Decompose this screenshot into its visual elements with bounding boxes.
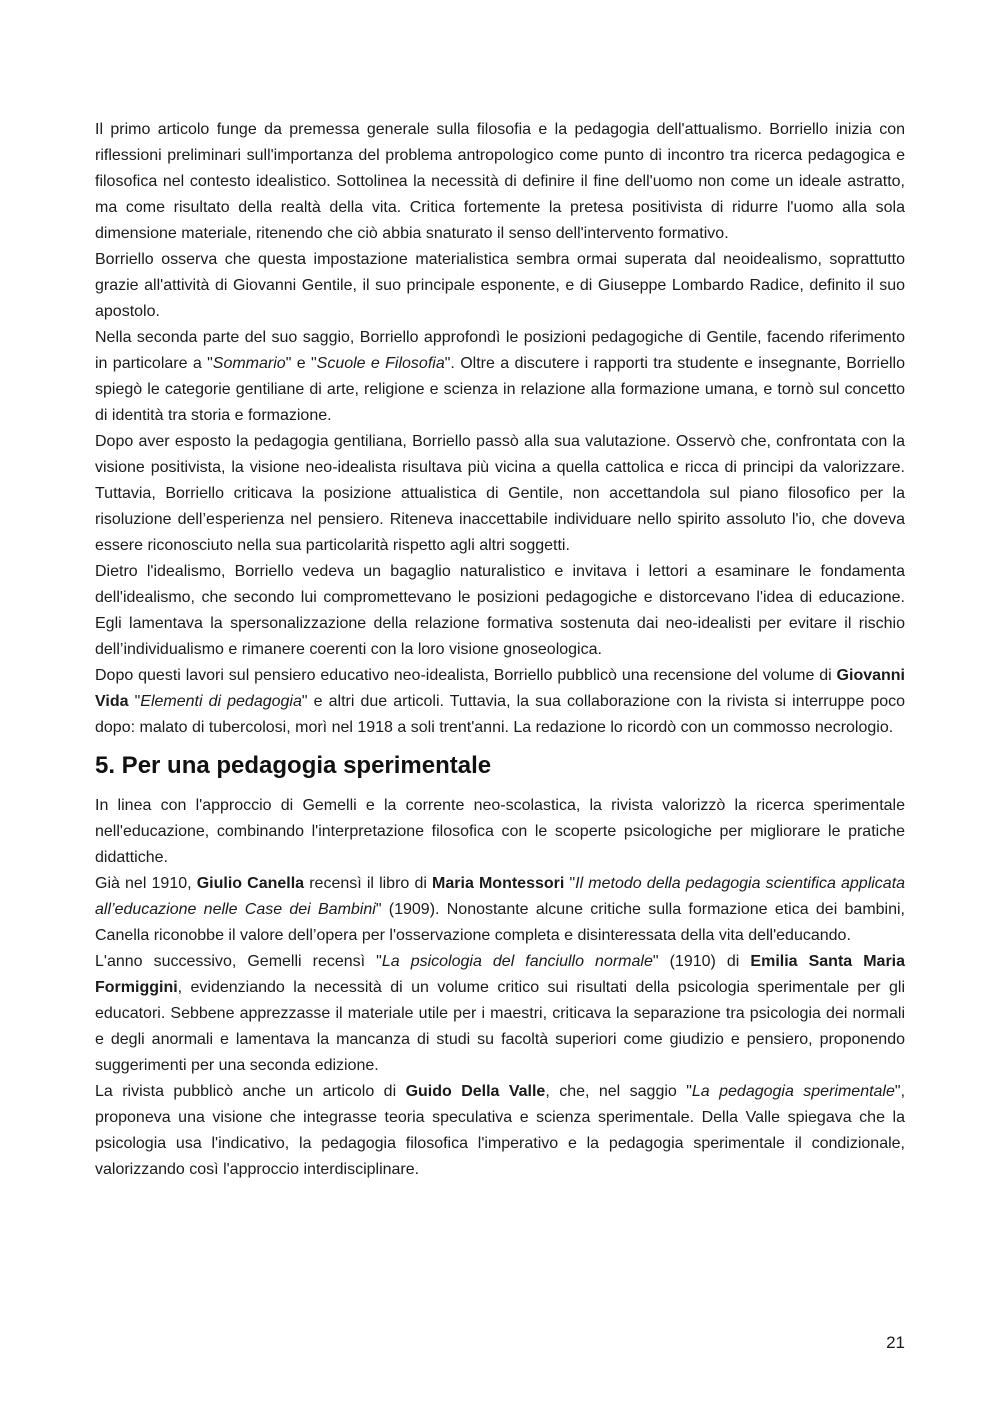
- paragraph: [95, 325, 905, 429]
- text-run: ", proponeva una visione che integrasse teoria speculativa e scienza sperimentale. Della Valle spiegava che la psicologia usa l'indicativo, la pedagogia filosofica l'imperativo e la pedagogia sperimentale il condizionale, valorizzando così l'approccio interdisciplinare.: [95, 1083, 906, 1178]
- paragraph: [95, 793, 905, 871]
- text-run: ". Oltre a discutere i rapporti tra studente e insegnante, Borriello spiegò le categorie gentiliane di arte, religione e scienza in relazione alla formazione umana, e tornò sul concetto di identità tra storia e formazione.: [95, 355, 905, 424]
- text-run: Già nel 1910,: [95, 875, 197, 892]
- text-run: " (1910) di: [652, 953, 751, 970]
- section-heading: 5. Per una pedagogia sperimentale: [95, 752, 492, 779]
- section-5-body: [95, 793, 905, 1183]
- page-number: 21: [886, 1333, 905, 1352]
- bold-text: Maria Montessori: [432, 875, 565, 892]
- text-run: Il primo articolo funge da premessa generale sulla filosofia e la pedagogia dell'attualismo. Borriello inizia con riflessioni preliminari sull'importanza del problema antropologico come punto di incontro tra ricerca pedagogica e filosofica nel contesto idealistico. Sottolinea la necessità di definire il fine dell'uomo non come un ideale astratto, ma come risultato della realtà della vita. Critica fortemente la pretesa positivista di ridurre l'uomo alla sola dimensione materiale, ritenendo che ciò abbia snaturato il senso dell'intervento formativo.: [95, 121, 905, 242]
- paragraph: [95, 429, 905, 559]
- paragraph: [95, 949, 905, 1079]
- text-run: Dietro l'idealismo, Borriello vedeva un bagaglio naturalistico e invitava i lettori a esaminare le fondamenta dell'idealismo, che secondo lui compromettevano le posizioni pedagogiche e distorcevano l'idea di educazione. Egli lamentava la spersonalizzazione della relazione formativa sostenuta dai neo-idealisti per evitare il rischio dell’individualismo e rimanere coerenti con la loro visione gnoseologica.: [95, 563, 905, 658]
- paragraph: [95, 663, 905, 741]
- text-run: L'anno successivo, Gemelli recensì ": [95, 953, 382, 970]
- paragraph: [95, 1079, 905, 1183]
- text-run: " (1909). Nonostante alcune critiche sulla formazione etica dei bambini, Canella riconobbe il valore dell’opera per l'osservazione completa e disinteressata della vita dell'educando.: [95, 901, 905, 944]
- italic-text: Scuole e Filosofia: [316, 355, 445, 372]
- paragraph: [95, 871, 905, 949]
- italic-text: Sommario: [212, 355, 286, 372]
- text-run: " e altri due articoli. Tuttavia, la sua collaborazione con la rivista si interruppe poco dopo: malato di tubercolosi, morì nel 1918 a soli trent'anni. La redazione lo ricordò con un commosso necrologio.: [95, 693, 906, 736]
- text-run: Nella seconda parte del suo saggio, Borriello approfondì le posizioni pedagogiche di Gentile, facendo riferimento in particolare a ": [95, 329, 905, 372]
- text-run: " e ": [285, 355, 317, 372]
- text-run: , evidenziando la necessità di un volume critico sui risultati della psicologia sperimentale per gli educatori. Sebbene apprezzasse il materiale utile per i maestri, criticava la separazione tra psicologia dei normali e degli anormali e lamentava la mancanza di studi su facoltà superiori come giudizio e pensiero, proponendo suggerimenti per una seconda edizione.: [95, 979, 905, 1074]
- text-run: Dopo questi lavori sul pensiero educativo neo-idealista, Borriello pubblicò una recensione del volume di: [95, 667, 837, 684]
- italic-text: La psicologia del fanciullo normale: [381, 953, 653, 970]
- italic-text: Elementi di pedagogia: [140, 693, 302, 710]
- text-run: Borriello osserva che questa impostazione materialistica sembra ormai superata dal neoidealismo, soprattutto grazie all'attività di Giovanni Gentile, il suo principale esponente, e di Giuseppe Lombardo Radice, definito il suo apostolo.: [95, 251, 905, 320]
- text-run: ": [564, 875, 576, 892]
- bold-text: Giulio Canella: [196, 875, 305, 892]
- italic-text: La pedagogia sperimentale: [691, 1083, 895, 1100]
- document-page: [95, 117, 905, 1183]
- text-run: La rivista pubblicò anche un articolo di: [95, 1083, 406, 1100]
- bold-text: Guido Della Valle: [405, 1083, 546, 1100]
- section-4-body: [95, 117, 905, 741]
- text-run: , che, nel saggio ": [545, 1083, 692, 1100]
- paragraph: [95, 559, 905, 663]
- text-run: Dopo aver esposto la pedagogia gentiliana, Borriello passò alla sua valutazione. Osservò che, confrontata con la visione positivista, la visione neo-idealista risultava più vicina a quella cattolica e ricca di principi da valorizzare. Tuttavia, Borriello criticava la posizione attualistica di Gentile, non accettandola sul piano filosofico per la risoluzione dell’esperienza nel pensiero. Riteneva inaccettabile individuare nello spirito assoluto l'io, che doveva essere riconosciuto nella sua particolarità rispetto agli altri soggetti.: [95, 433, 905, 554]
- bold-text: Giovanni Vida: [95, 667, 905, 710]
- text-run: In linea con l'approccio di Gemelli e la corrente neo-scolastica, la rivista valorizzò la ricerca sperimentale nell'educazione, combinando l'interpretazione filosofica con le scoperte psicologiche per migliorare le pratiche didattiche.: [95, 797, 905, 866]
- text-run: recensì il libro di: [304, 875, 433, 892]
- bold-text: Emilia Santa Maria Formiggini: [95, 953, 906, 996]
- paragraph: [95, 247, 905, 325]
- paragraph: [95, 117, 905, 247]
- italic-text: Il metodo della pedagogia scientifica applicata all’educazione nelle Case dei Bambini: [95, 875, 906, 918]
- text-run: ": [128, 693, 141, 710]
